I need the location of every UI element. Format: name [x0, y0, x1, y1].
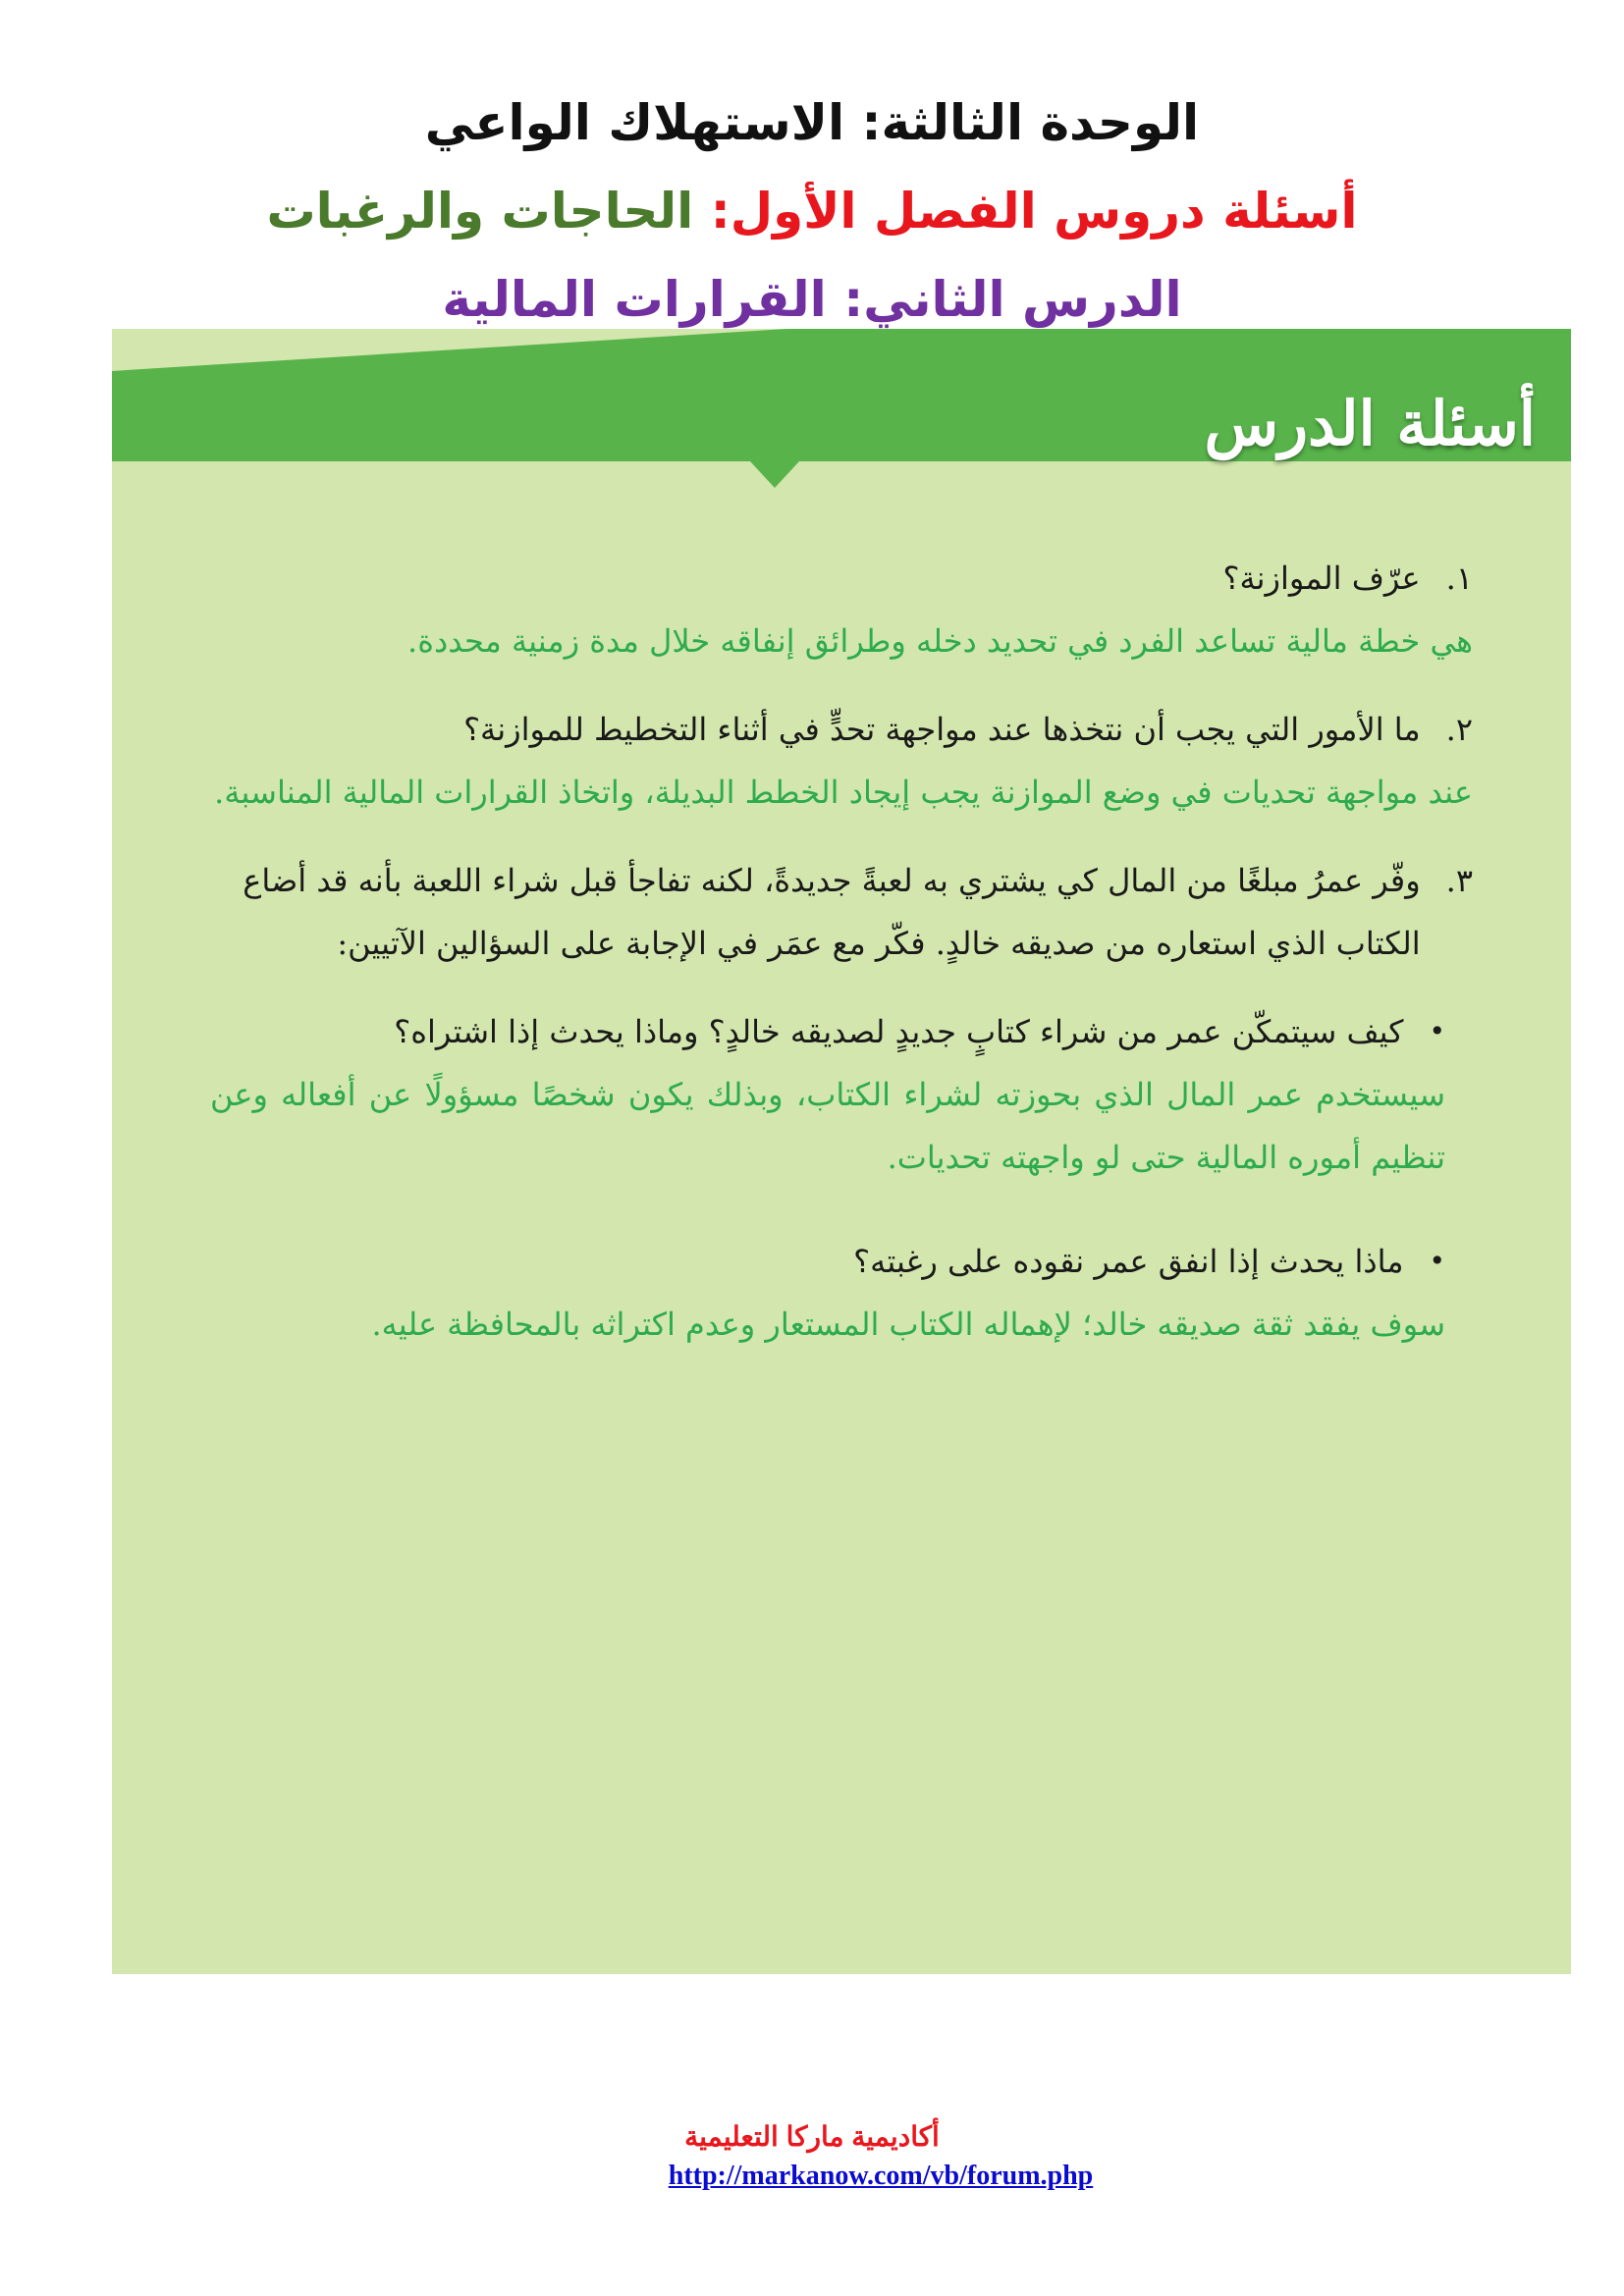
questions-content: [210, 547, 1473, 1397]
question-item-2: [210, 698, 1473, 824]
forum-link[interactable]: http://markanow.com/vb/forum.php: [668, 2161, 1094, 2191]
bullet-icon: •: [1429, 1245, 1445, 1277]
sub-questions: [210, 1000, 1473, 1356]
academy-name: أكاديمية ماركا التعليمية: [684, 2121, 940, 2152]
sub-answer-text: سيستخدم عمر المال الذي بحوزته لشراء الكتاب، وبذلك يكون شخصًا مسؤولًا عن أفعاله وعن تنظيم أموره المالية حتى لو واجهته تحديات.: [210, 1076, 1445, 1176]
unit-title: الوحدة الثالثة: الاستهلاك الواعي: [424, 94, 1200, 151]
page-footer: [0, 2120, 1624, 2192]
panel-title: أسئلة الدرس: [1204, 388, 1536, 459]
lesson-questions-panel: [112, 329, 1571, 1974]
question-item-1: [210, 547, 1473, 672]
question-text: [210, 698, 1473, 761]
chapter-prefix: أسئلة دروس الفصل الأول:: [710, 183, 1358, 240]
question-body: عرّف الموازنة؟: [1222, 560, 1421, 597]
question-text: [210, 547, 1473, 610]
sub-question-2: [210, 1230, 1445, 1356]
sub-question-1: [210, 1000, 1445, 1189]
question-number: ١.: [1445, 560, 1473, 597]
chapter-name: الحاجات والرغبات: [266, 183, 694, 240]
question-number: ٣.: [1445, 862, 1473, 899]
question-text: [210, 849, 1473, 975]
sub-question-text: [210, 1230, 1445, 1293]
question-body: ما الأمور التي يجب أن نتخذها عند مواجهة تحدٍّ في أثناء التخطيط للموازنة؟: [463, 711, 1421, 748]
sub-question-body: ماذا يحدث إذا انفق عمر نقوده على رغبته؟: [853, 1243, 1404, 1280]
sub-question-body: كيف سيتمكّن عمر من شراء كتابٍ جديدٍ لصديقه خالدٍ؟ وماذا يحدث إذا اشتراه؟: [394, 1013, 1404, 1050]
chapter-title: [0, 167, 1624, 255]
answer-text: عند مواجهة تحديات في وضع الموازنة يجب إيجاد الخطط البديلة، واتخاذ القرارات المالية المناسبة.: [214, 774, 1473, 811]
sub-answer-text: سوف يفقد ثقة صديقه خالد؛ لإهماله الكتاب المستعار وعدم اكتراثه بالمحافظة عليه.: [371, 1306, 1445, 1343]
question-number: ٢.: [1445, 711, 1473, 748]
panel-banner: [112, 329, 1571, 510]
bullet-icon: •: [1429, 1015, 1445, 1047]
question-body: وفّر عمرُ مبلغًا من المال كي يشتري به لعبةً جديدةً، لكنه تفاجأ قبل شراء اللعبة بأنه قد أضاع الكتاب الذي استعاره من صديقه خالدٍ. فكّر مع عمَر في الإجابة على السؤالين الآتيين:: [243, 862, 1421, 962]
question-item-3: [210, 849, 1473, 975]
lesson-title: الدرس الثاني: القرارات المالية: [442, 271, 1182, 328]
answer-text: هي خطة مالية تساعد الفرد في تحديد دخله وطرائق إنفاقه خلال مدة زمنية محددة.: [407, 622, 1473, 660]
sub-question-text: [210, 1000, 1445, 1063]
page-header: [0, 79, 1624, 344]
